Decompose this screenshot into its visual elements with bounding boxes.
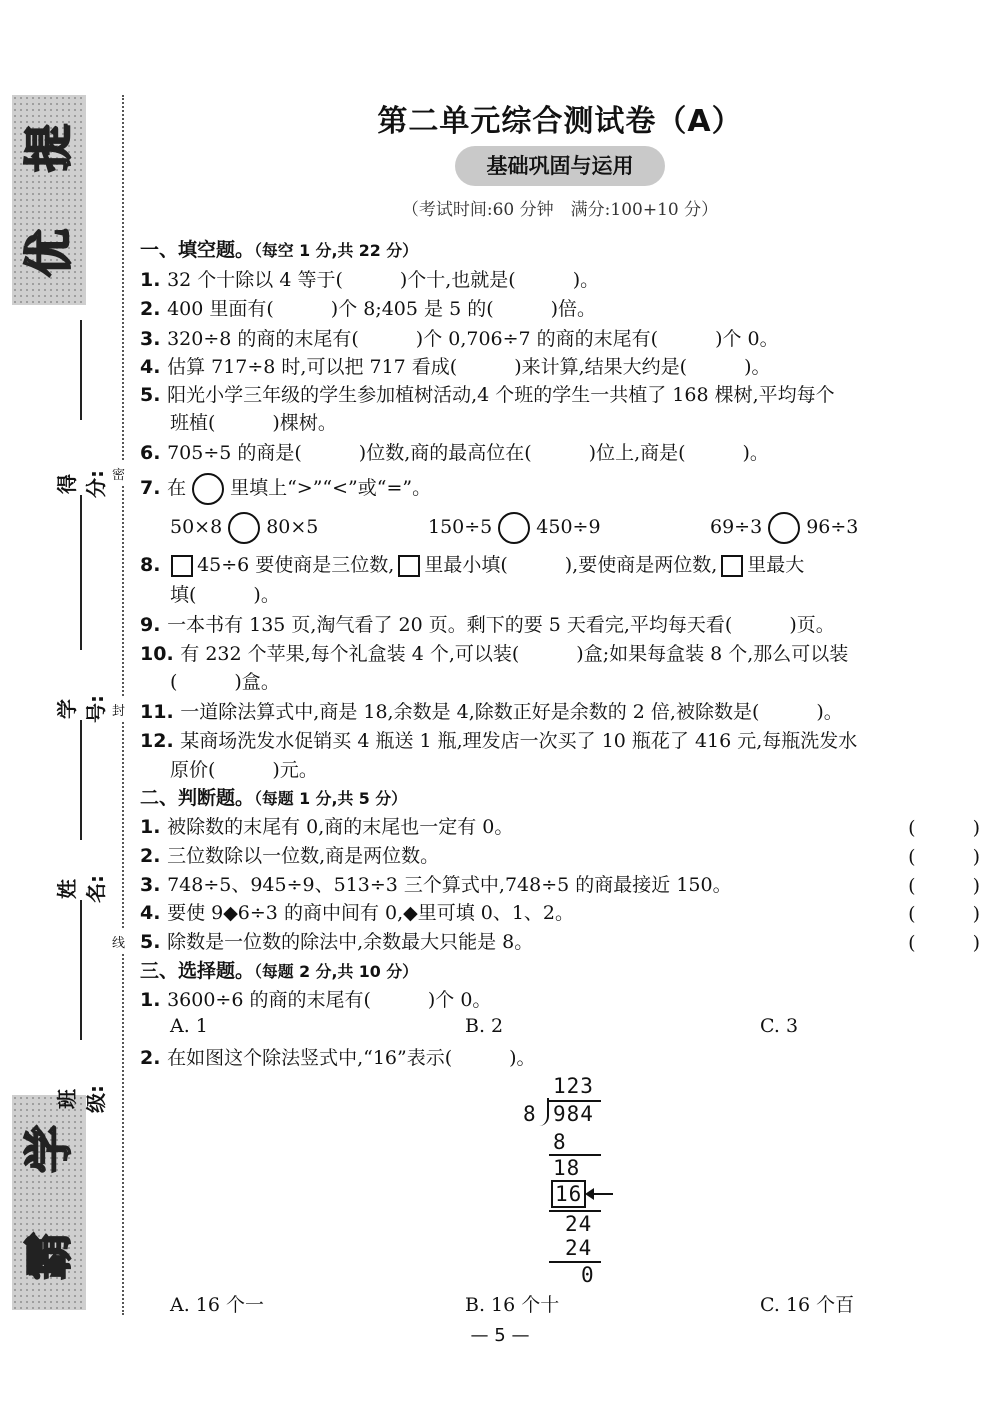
choice-q1: 1. 3600÷6 的商的末尾有( )个 0。 (140, 989, 492, 1011)
division-remainder: 0 (581, 1263, 595, 1287)
division-step-1: 8 (553, 1130, 567, 1154)
fill-q9: 9. 一本书有 135 页,淘气看了 20 页。剩下的要 5 天看完,平均每天看( )页。 (140, 614, 835, 636)
fill-q4: 4. 估算 717÷8 时,可以把 717 看成( )来计算,结果大约是( )。 (140, 356, 771, 378)
choice-q1-option-c: C. 3 (760, 1015, 799, 1037)
choice-q2-option-b: B. 16 个十 (465, 1294, 560, 1316)
seal-mark-feng: 封 (112, 698, 125, 721)
blank-square-icon (721, 555, 743, 577)
fill-q3: 3. 320÷8 的商的末尾有( )个 0,706÷7 的商的末尾有( )个 0。 (140, 328, 779, 350)
blank-square-icon (398, 555, 420, 577)
badge-top (12, 95, 86, 305)
compare-item-3: 69÷3 96÷3 (710, 512, 858, 544)
class-label: 班级: (55, 1085, 108, 1113)
badge-top-char-1: 提 (20, 123, 77, 172)
fill-q11: 11. 一道除法算式中,商是 18,余数是 4,除数正好是余数的 2 倍,被除数是( )。 (140, 701, 843, 723)
badge-bottom-char-1: 学 (20, 1124, 77, 1173)
judge-q3: 3. 748÷5、945÷9、513÷3 三个算式中,748÷5 的商最接近 150。 (140, 874, 732, 896)
score-underline (80, 320, 82, 420)
binding-margin (0, 0, 130, 1403)
judge-answer-paren: ( ) (908, 817, 980, 839)
division-step-3: 16 (551, 1182, 586, 1206)
fill-q8-cont: 填( )。 (170, 584, 280, 606)
division-quotient: 123 (553, 1074, 594, 1098)
score-label: 得分: (55, 470, 108, 498)
badge-bottom-char-2: 霸 (20, 1232, 77, 1281)
seal-mark-mi: 密 (112, 462, 125, 485)
judge-q1: 1. 被除数的末尾有 0,商的末尾也一定有 0。 (140, 816, 514, 838)
division-step-2: 18 (553, 1156, 581, 1180)
name-underline (80, 720, 82, 840)
judge-q2: 2. 三位数除以一位数,商是两位数。 (140, 845, 440, 867)
choice-q1-option-b: B. 2 (465, 1015, 504, 1037)
fill-q7: 7. 在 里填上“>”“<”或“=”。 (140, 473, 431, 505)
compare-circle-icon (228, 512, 260, 544)
fill-q8: 8. 45÷6 要使商是三位数, 里最小填( ),要使商是两位数, 里最大 (140, 554, 805, 576)
judge-q5: 5. 除数是一位数的除法中,余数最大只能是 8。 (140, 931, 534, 953)
fill-q2: 2. 400 里面有( )个 8;405 是 5 的( )倍。 (140, 298, 597, 320)
choice-q2-option-a: A. 16 个一 (170, 1294, 265, 1316)
exam-meta: （考试时间:60 分钟 满分:100+10 分） (401, 200, 719, 220)
choice-q2: 2. 在如图这个除法竖式中,“16”表示( )。 (140, 1047, 536, 1069)
judge-answer-paren: ( ) (908, 846, 980, 868)
seal-mark-xian: 线 (112, 930, 125, 953)
page-number: — 5 — (470, 1325, 530, 1346)
division-dividend: 984 (553, 1102, 594, 1126)
badge-top-char-2: 优 (20, 228, 77, 277)
subtitle-pill: 基础巩固与运用 (455, 146, 665, 186)
page-title: 第二单元综合测试卷（A） (377, 104, 743, 139)
judge-answer-paren: ( ) (908, 875, 980, 897)
judge-answer-paren: ( ) (908, 932, 980, 954)
fill-q1: 1. 32 个十除以 4 等于( )个十,也就是( )。 (140, 269, 600, 291)
student-id-underline (80, 495, 82, 650)
section-2-heading: 二、判断题。（每题 1 分,共 5 分） (140, 787, 407, 809)
fill-q10-cont: ( )盒。 (170, 671, 280, 693)
judge-answer-paren: ( ) (908, 903, 980, 925)
fill-q10: 10. 有 232 个苹果,每个礼盒装 4 个,可以装( )盒;如果每盒装 8 个,那么可以装 (140, 643, 849, 665)
compare-circle-icon (768, 512, 800, 544)
compare-item-2: 150÷5 450÷9 (428, 512, 601, 544)
division-step-4: 24 (565, 1212, 593, 1236)
compare-item-1: 50×8 80×5 (170, 512, 318, 544)
judge-q4: 4. 要使 9◆6÷3 的商中间有 0,◆里可填 0、1、2。 (140, 902, 575, 924)
fill-q12-cont: 原价( )元。 (170, 759, 318, 781)
compare-circle-icon (498, 512, 530, 544)
fill-q12: 12. 某商场洗发水促销买 4 瓶送 1 瓶,理发店一次买了 10 瓶花了 416 元,每瓶洗发水 (140, 730, 858, 752)
blank-square-icon (171, 555, 193, 577)
fill-q6: 6. 705÷5 的商是( )位数,商的最高位在( )位上,商是( )。 (140, 442, 769, 464)
student-id-label: 学号: (55, 695, 108, 723)
division-bracket (539, 1098, 549, 1126)
section-3-heading: 三、选择题。（每题 2 分,共 10 分） (140, 960, 418, 982)
division-step-5: 24 (565, 1236, 593, 1260)
section-1-heading: 一、填空题。（每空 1 分,共 22 分） (140, 239, 418, 261)
badge-bottom (12, 1095, 86, 1310)
choice-q2-option-c: C. 16 个百 (760, 1294, 855, 1316)
choice-q1-option-a: A. 1 (170, 1015, 208, 1037)
name-label: 姓名: (55, 875, 108, 903)
arrow-head-icon (585, 1188, 594, 1200)
fill-q5-cont: 班植( )棵树。 (170, 412, 337, 434)
compare-circle-icon (192, 473, 224, 505)
class-underline (80, 900, 82, 1040)
long-division-diagram (515, 1070, 635, 1290)
fill-q5: 5. 阳光小学三年级的学生参加植树活动,4 个班的学生一共植了 168 棵树,平均每个 (140, 384, 835, 406)
division-divisor: 8 (523, 1102, 537, 1126)
